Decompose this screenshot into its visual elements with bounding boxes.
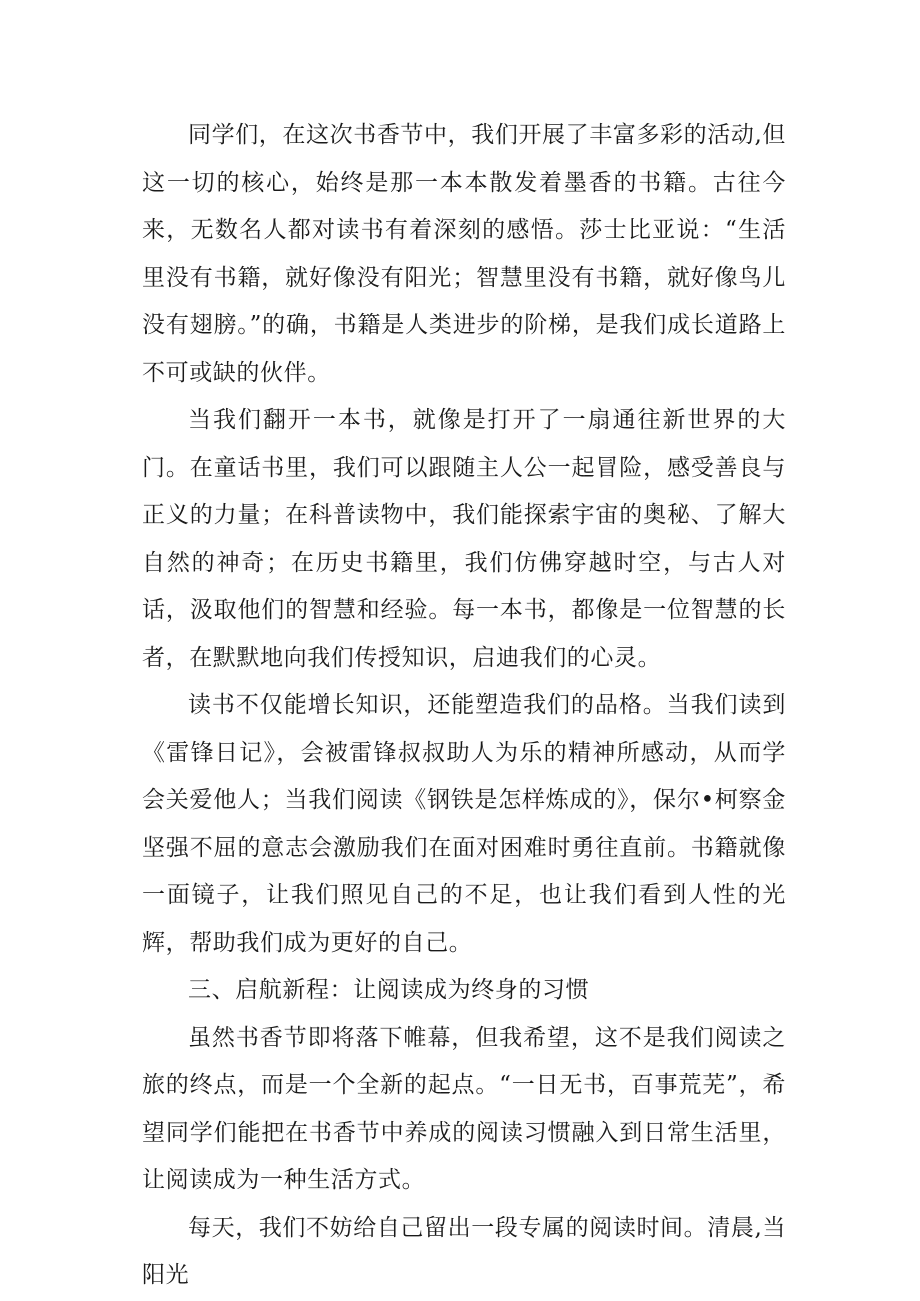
paragraph-new-start: 虽然书香节即将落下帷幕，但我希望，这不是我们阅读之旅的终点，而是一个全新的起点。“一日无书，百事荒芜”，希望同学们能把在书香节中养成的阅读习惯融入到日常生活里，让阅读成为一种生活方式。 <box>142 1024 786 1193</box>
paragraph-shape-character: 读书不仅能增长知识，还能塑造我们的品格。当我们读到《雷锋日记》，会被雷锋叔叔助人为乐的精神所感动，从而学会关爱他人；当我们阅读《钢铁是怎样炼成的》，保尔•柯察金坚强不屈的意志会激励我们在面对困难时勇往直前。书籍就像一面镜子，让我们照见自己的不足，也让我们看到人性的光辉，帮助我们成为更好的自己。 <box>142 692 786 956</box>
paragraph-daily-reading: 每天，我们不妨给自己留出一段专属的阅读时间。清晨,当阳光 <box>142 1214 786 1288</box>
paragraph-books-core: 同学们，在这次书香节中，我们开展了丰富多彩的活动,但这一切的核心，始终是那一本本散发着墨香的书籍。古往今来，无数名人都对读书有着深刻的感悟。莎士比亚说：“生活里没有书籍，就好像没有阳光；智慧里没有书籍，就好像鸟儿没有翅膀。”的确，书籍是人类进步的阶梯，是我们成长道路上不可或缺的伙伴。 <box>142 122 786 386</box>
paragraph-open-a-book: 当我们翻开一本书，就像是打开了一扇通往新世界的大门。在童话书里，我们可以跟随主人公一起冒险，感受善良与正义的力量；在科普读物中，我们能探索宇宙的奥秘、了解大自然的神奇；在历史书籍里，我们仿佛穿越时空，与古人对话，汲取他们的智慧和经验。每一本书，都像是一位智慧的长者，在默默地向我们传授知识，启迪我们的心灵。 <box>142 407 786 671</box>
section-heading: 三、启航新程：让阅读成为终身的习惯 <box>188 977 590 1003</box>
document-body <box>142 112 786 1300</box>
